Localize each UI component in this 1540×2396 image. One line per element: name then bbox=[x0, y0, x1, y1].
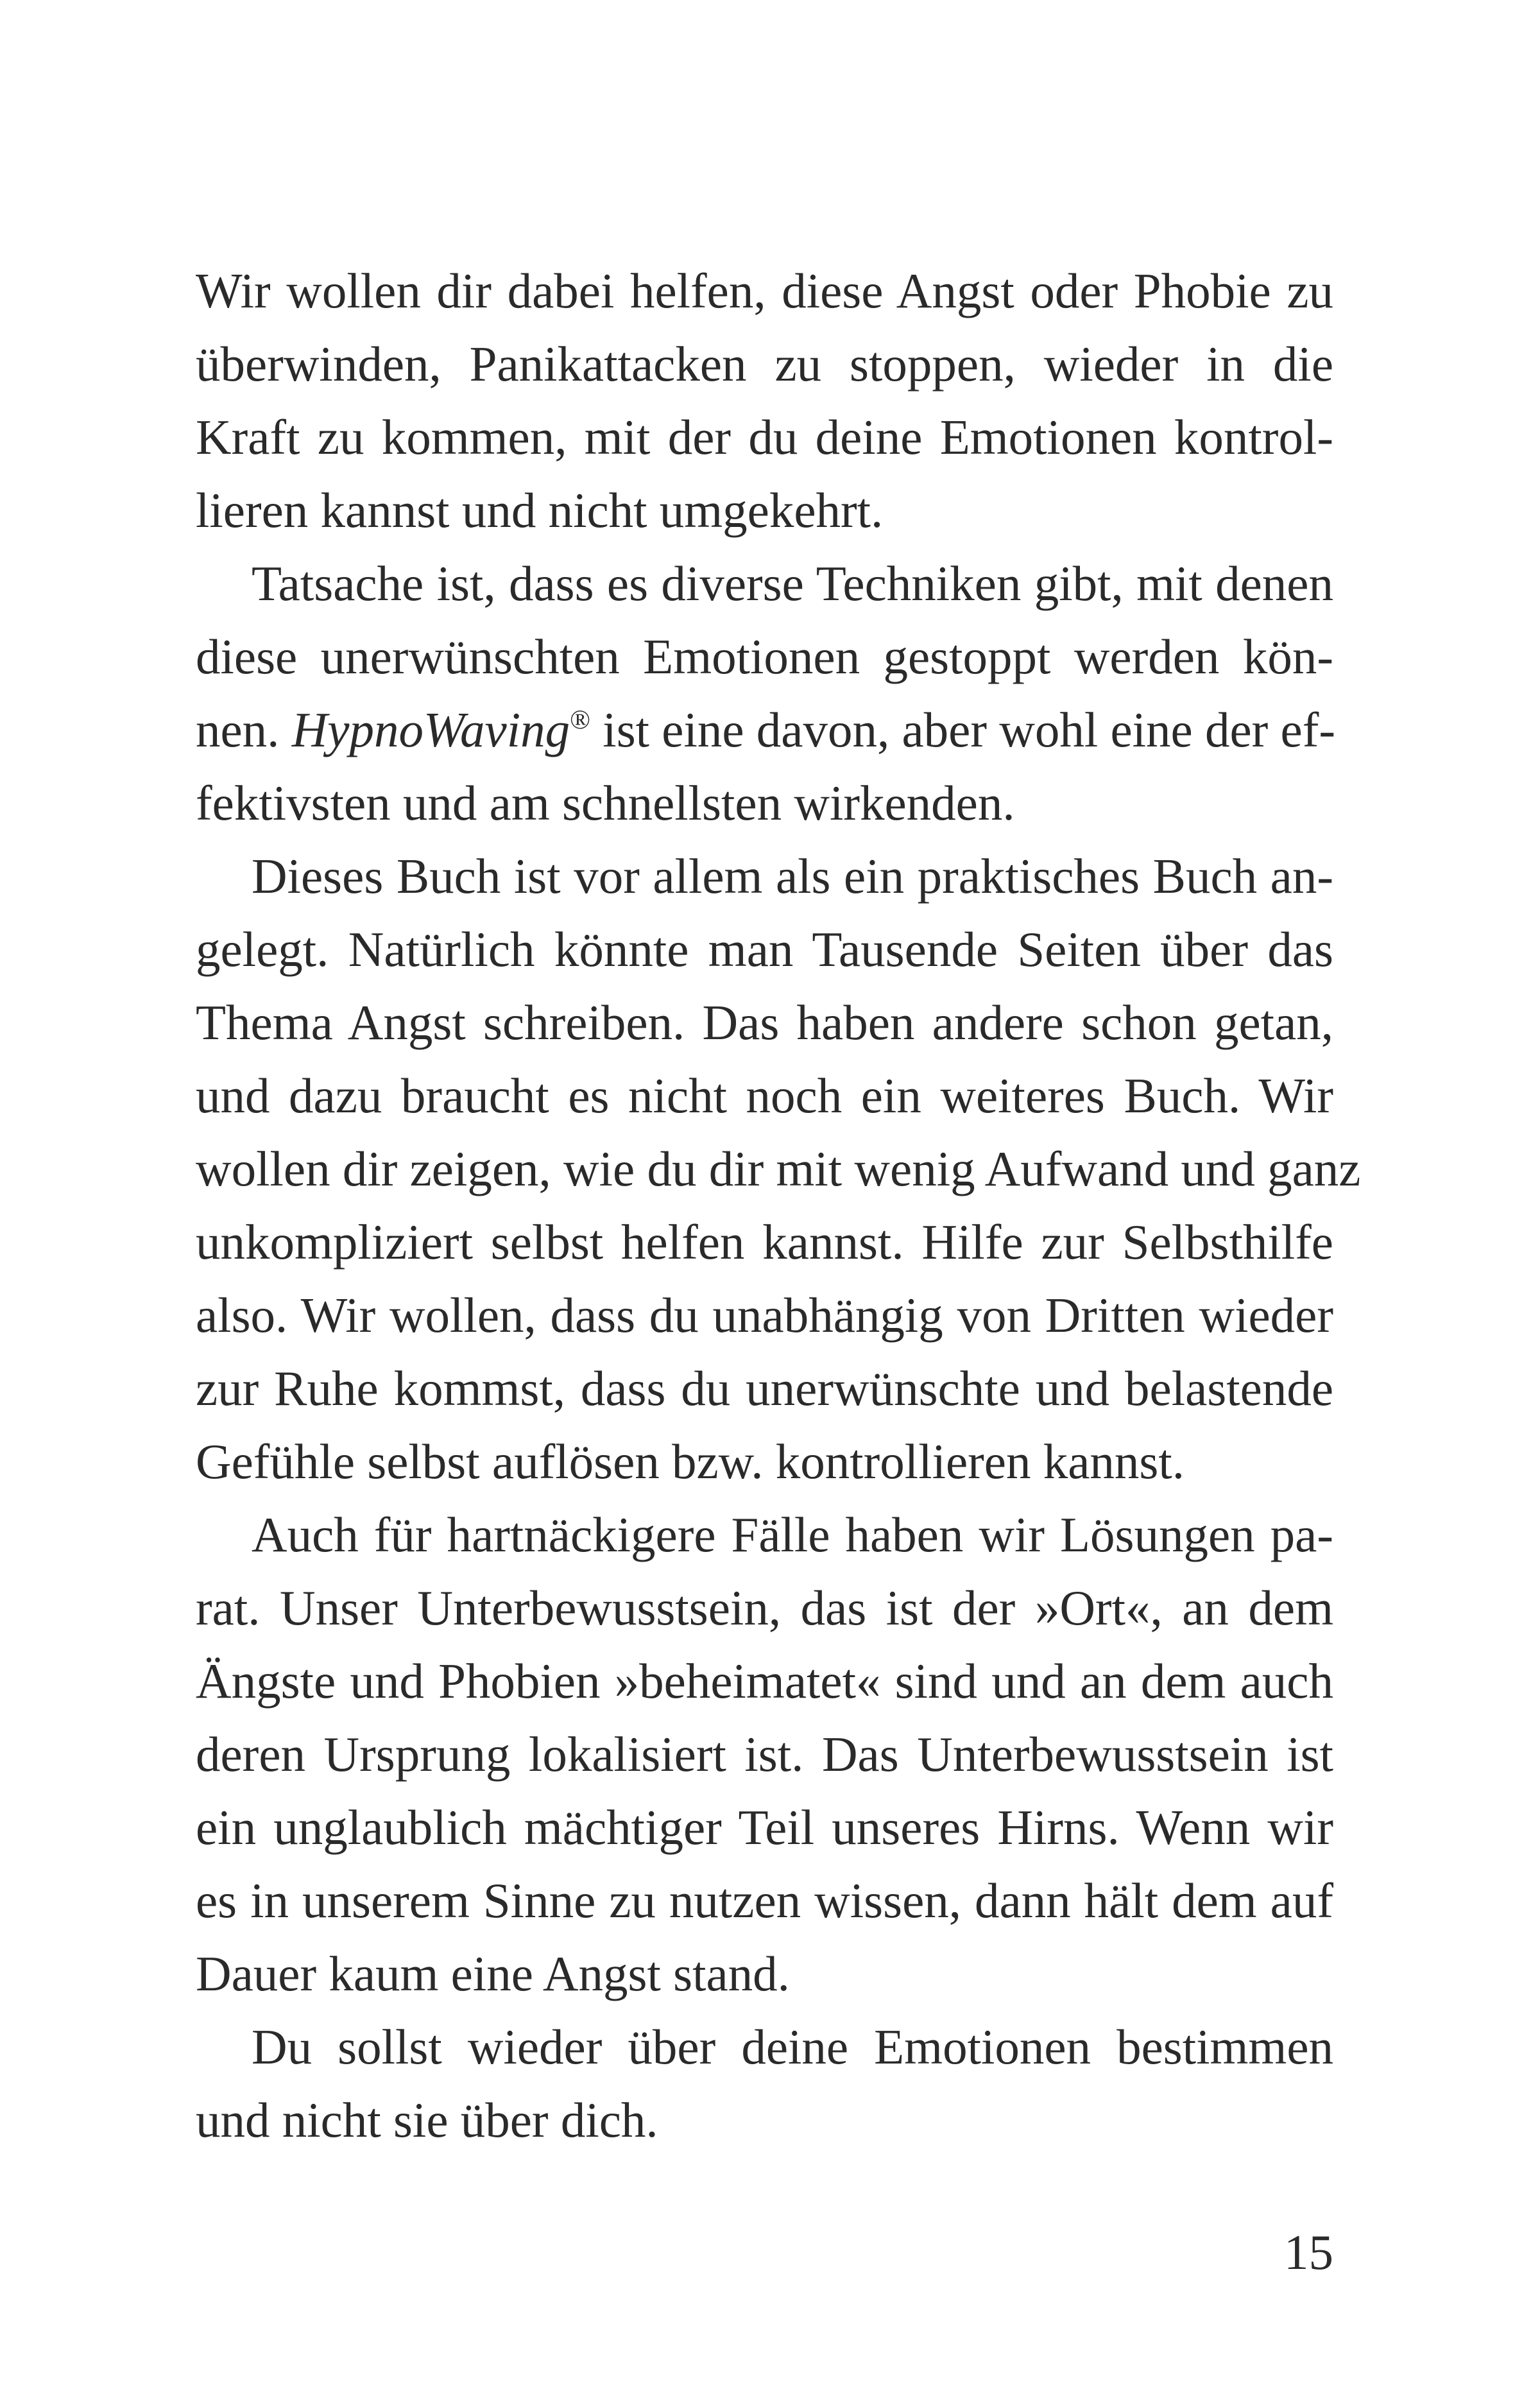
text-line: Dieses Buch ist vor allem als ein praktisches Buch an- bbox=[252, 849, 1333, 904]
brand-name: HypnoWaving bbox=[291, 702, 570, 757]
text-line: gelegt. Natürlich könnte man Tausende Seiten über das bbox=[196, 922, 1333, 977]
text-line: wollen dir zeigen, wie du dir mit wenig Aufwand und ganz bbox=[196, 1141, 1361, 1196]
text-line: Ängste und Phobien »beheimatet« sind und an dem auch bbox=[196, 1653, 1333, 1709]
text-line: Tatsache ist, dass es diverse Techniken gibt, mit denen bbox=[252, 556, 1333, 611]
text-line: Du sollst wieder über deine Emotionen bestimmen bbox=[252, 2019, 1333, 2074]
text-line: Wir wollen dir dabei helfen, diese Angst oder Phobie zu bbox=[196, 263, 1333, 318]
text-line: lieren kannst und nicht umgekehrt. bbox=[196, 483, 884, 538]
text-line: überwinden, Panikattacken zu stoppen, wieder in die bbox=[196, 336, 1333, 392]
text-run: ist eine davon, aber wohl eine der ef- bbox=[590, 702, 1335, 757]
text-line: es in unserem Sinne zu nutzen wissen, dann hält dem auf bbox=[196, 1873, 1333, 1928]
paragraph-4 bbox=[196, 1498, 1333, 2010]
paragraph-3 bbox=[196, 840, 1361, 1498]
text-line: deren Ursprung lokalisiert ist. Das Unterbewusstsein ist bbox=[196, 1727, 1333, 1782]
text-line: und dazu braucht es nicht noch ein weiteres Buch. Wir bbox=[196, 1068, 1333, 1123]
text-line: zur Ruhe kommst, dass du unerwünschte und belastende bbox=[196, 1361, 1333, 1416]
text-line-hypnowaving bbox=[196, 693, 1333, 766]
text-line: Kraft zu kommen, mit der du deine Emotionen kontrol- bbox=[196, 409, 1333, 465]
paragraph-1 bbox=[196, 254, 1333, 547]
paragraph-2 bbox=[196, 547, 1333, 840]
text-line: Gefühle selbst auflösen bzw. kontrollieren kannst. bbox=[196, 1434, 1185, 1489]
page-number: 15 bbox=[1284, 2225, 1333, 2280]
text-line: unkompliziert selbst helfen kannst. Hilfe zur Selbsthilfe bbox=[196, 1214, 1333, 1270]
text-line: rat. Unser Unterbewusstsein, das ist der »Ort«, an dem bbox=[196, 1580, 1333, 1635]
text-line: Auch für hartnäckigere Fälle haben wir Lösungen pa- bbox=[252, 1507, 1333, 1562]
text-line: Dauer kaum eine Angst stand. bbox=[196, 1946, 790, 2001]
paragraph-5 bbox=[196, 2010, 1333, 2157]
text-line: und nicht sie über dich. bbox=[196, 2092, 658, 2148]
text-line: fektivsten und am schnellsten wirkenden. bbox=[196, 775, 1015, 831]
text-line: also. Wir wollen, dass du unabhängig von Dritten wieder bbox=[196, 1288, 1333, 1343]
text-line: diese unerwünschten Emotionen gestoppt werden kön- bbox=[196, 629, 1333, 684]
body-text bbox=[196, 254, 1361, 2157]
text-line: Thema Angst schreiben. Das haben andere schon getan, bbox=[196, 995, 1333, 1050]
registered-mark: ® bbox=[570, 705, 591, 735]
text-run: nen. bbox=[196, 702, 292, 757]
text-line: ein unglaublich mächtiger Teil unseres Hirns. Wenn wir bbox=[196, 1800, 1333, 1855]
